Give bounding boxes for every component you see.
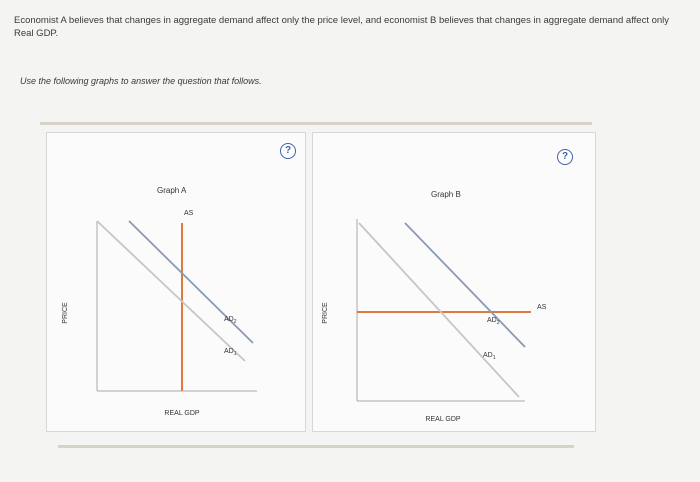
graph-a-ad2-label: $AD_2$ (224, 316, 237, 325)
graph-b-panel (312, 132, 596, 432)
graph-b-ad2-label: $AD_2$ (487, 317, 500, 326)
graph-b-title: Graph B (431, 190, 461, 199)
graph-b-as-label: AS (537, 304, 547, 311)
graph-b-y-axis-label: PRICE (322, 302, 329, 324)
question-text: Economist A believes that changes in aggregate demand affect only the price level, and economist B believes that changes in aggregate demand affect only Real GDP. (14, 15, 670, 39)
help-icon[interactable]: ? (280, 143, 296, 159)
instruction-text: Use the following graphs to answer the question that follows. (20, 76, 262, 86)
graph-b-ad1-label: $AD_1$ (483, 352, 496, 361)
graph-a-plot (47, 133, 305, 431)
graph-a-as-label: AS (184, 210, 194, 217)
help-icon[interactable]: ? (557, 149, 573, 165)
bottom-divider (58, 445, 574, 448)
graph-b-ad2-curve (405, 223, 525, 347)
graph-a-ad1-label: $AD_1$ (224, 348, 237, 357)
graph-b-plot (313, 133, 595, 431)
graph-a-y-axis-label: PRICE (62, 302, 69, 324)
top-divider (40, 122, 592, 125)
graph-a-panel (46, 132, 306, 432)
graph-a-title: Graph A (157, 186, 187, 195)
graph-b-ad1-curve (359, 223, 519, 397)
graph-a-ad1-curve (97, 221, 245, 361)
graph-b-x-axis-label: REAL GDP (425, 416, 461, 423)
graph-a-x-axis-label: REAL GDP (164, 410, 200, 417)
